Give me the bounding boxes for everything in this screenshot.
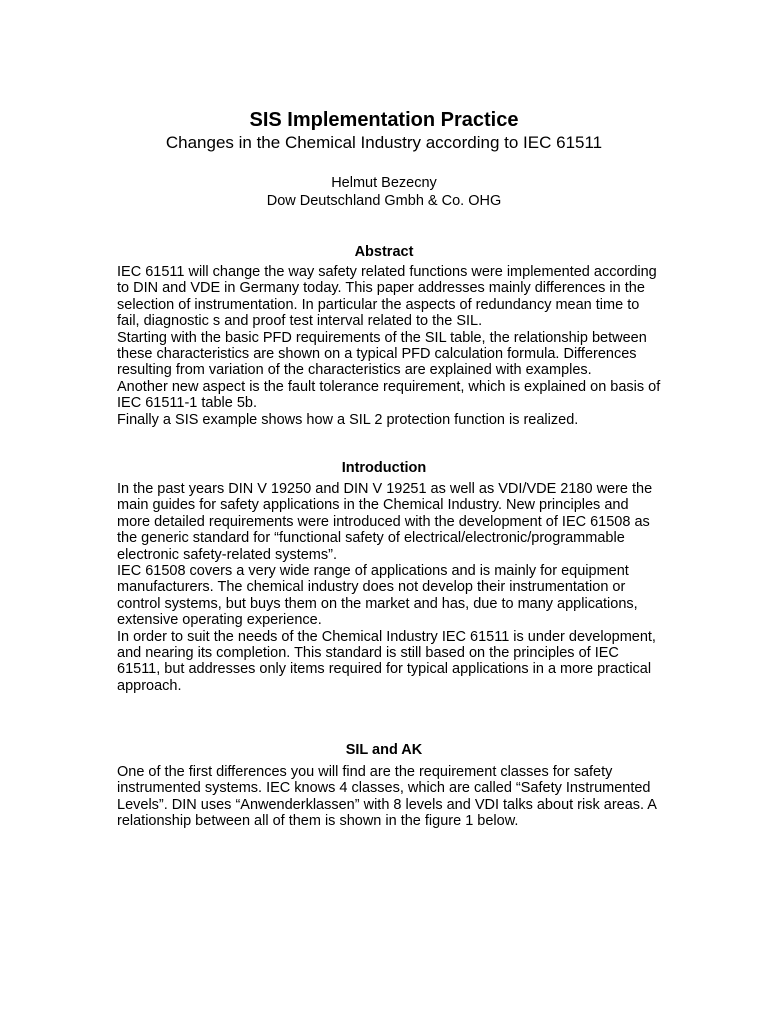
sil-and-ak-heading: SIL and AK: [345, 742, 423, 758]
sil-and-ak-body: [117, 764, 657, 830]
abstract-line: IEC 61511 will change the way safety related functions were implemented according: [117, 264, 657, 280]
introduction-line: extensive operating experience.: [117, 612, 322, 629]
abstract-line: Finally a SIS example shows how a SIL 2 protection function is realized.: [117, 411, 579, 428]
introduction-line: more detailed requirements were introduced with the development of IEC 61508 as: [117, 513, 650, 530]
abstract-line: resulting from variation of the characteristics are explained with examples.: [117, 362, 592, 379]
author-name: Helmut Bezecny: [331, 175, 437, 191]
abstract-line: Another new aspect is the fault tolerance requirement, which is explained on basis of: [117, 378, 661, 395]
document-title: SIS Implementation Practice: [249, 109, 519, 131]
sil-and-ak-line: Levels”. DIN uses “Anwenderklassen” with 8 levels and VDI talks about risk areas. A: [117, 796, 657, 813]
introduction-heading: Introduction: [341, 460, 427, 476]
introduction-line: In order to suit the needs of the Chemical Industry IEC 61511 is under development,: [117, 628, 656, 645]
introduction-body: [117, 481, 657, 694]
abstract-line: Starting with the basic PFD requirements of the SIL table, the relationship between: [117, 329, 647, 346]
introduction-line: the generic standard for “functional safety of electrical/electronic/programmable: [117, 530, 625, 547]
introduction-line: control systems, but buys them on the market and has, due to many applications,: [117, 595, 638, 612]
document-subtitle: Changes in the Chemical Industry according to IEC 61511: [165, 133, 603, 152]
abstract-line: IEC 61511-1 table 5b.: [117, 395, 257, 412]
introduction-line: electronic safety-related systems”.: [117, 546, 337, 563]
introduction-line: approach.: [117, 677, 182, 694]
introduction-line: In the past years DIN V 19250 and DIN V 19251 as well as VDI/VDE 2180 were the: [117, 481, 653, 497]
abstract-line: these characteristics are shown on a typical PFD calculation formula. Differences: [117, 346, 637, 363]
introduction-line: IEC 61508 covers a very wide range of applications and is mainly for equipment: [117, 563, 629, 580]
sil-and-ak-line: relationship between all of them is shown in the figure 1 below.: [117, 813, 519, 830]
sil-and-ak-line: instrumented systems. IEC knows 4 classes, which are called “Safety Instrumented: [117, 780, 651, 797]
introduction-line: and nearing its completion. This standard is still based on the principles of IEC: [117, 645, 619, 662]
abstract-line: fail, diagnostic s and proof test interval related to the SIL.: [117, 313, 483, 330]
abstract-body: [117, 264, 661, 428]
abstract-line: to DIN and VDE in Germany today. This paper addresses mainly differences in the: [117, 280, 645, 297]
introduction-line: manufacturers. The chemical industry does not develop their instrumentation or: [117, 579, 626, 596]
abstract-heading: Abstract: [354, 244, 414, 260]
sil-and-ak-line: One of the first differences you will find are the requirement classes for safety: [117, 764, 613, 780]
author-affiliation: Dow Deutschland Gmbh & Co. OHG: [266, 193, 502, 209]
abstract-line: selection of instrumentation. In particular the aspects of redundancy mean time to: [117, 296, 640, 313]
introduction-line: main guides for safety applications in the Chemical Industry. New principles and: [117, 497, 629, 514]
introduction-line: 61511, but addresses only items required for typical applications in a more practical: [117, 661, 652, 678]
